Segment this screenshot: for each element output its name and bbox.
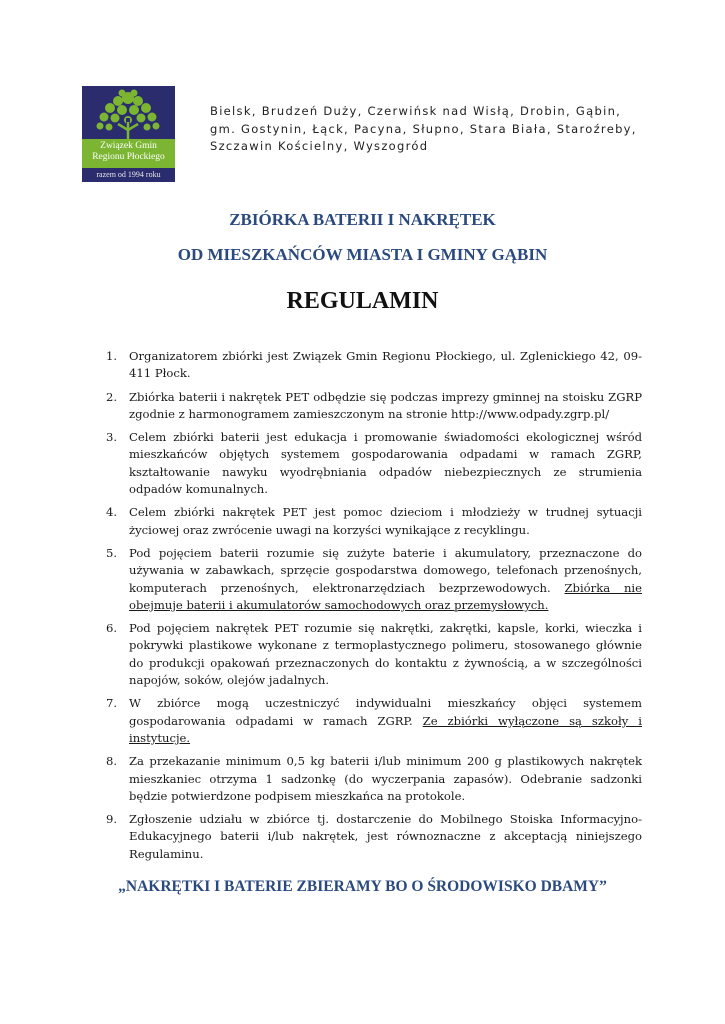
municipalities-line: Bielsk, Brudzeń Duży, Czerwińsk nad Wisłą, Drobin, Gąbin, <box>210 104 622 118</box>
rule-text: Pod pojęciem baterii rozumie się zużyte baterie i akumulatory, przeznaczone do używania w zabawkach, sprzęcie gospodarstwa domowego, telefonach przenośnych, komputerach przenośnych, elektronarzędziach bezprzewodowych. Zbiórka nie obejmuje baterii i akumulatorów samochodowych oraz przemysłowych. <box>129 545 642 612</box>
rule-item <box>106 811 642 863</box>
rule-number: 1. <box>106 349 118 363</box>
tree-icon <box>82 86 175 142</box>
rules-list <box>106 348 642 869</box>
rule-underlined-note: Zbiórka nie obejmuje baterii i akumulatorów samochodowych oraz przemysłowych. <box>129 580 642 612</box>
municipalities-list <box>210 103 640 156</box>
rule-number: 5. <box>106 545 118 560</box>
rule-text: Organizatorem zbiórki jest Związek Gmin Regionu Płockiego, ul. Zglenickiego 42, 09-411 Płock. <box>129 349 642 381</box>
rule-underlined-note: Ze zbiórki wyłączone są szkoły i instytucje. <box>129 713 642 745</box>
rule-text: Celem zbiórki baterii jest edukacja i promowanie świadomości ekologicznej wśród mieszkańców objętych systemem gospodarowania odpadami w ramach ZGRP, kształtowanie nawyku wyodrębniania odpadów niebezpiecznych ze strumienia odpadów komunalnych. <box>129 430 642 497</box>
title-line1: ZBIÓRKA BATERII I NAKRĘTEK <box>229 210 496 229</box>
title-line2: OD MIESZKAŃCÓW MIASTA I GMINY GĄBIN <box>177 245 548 264</box>
rule-item <box>106 504 642 539</box>
zgrp-logo <box>82 86 175 182</box>
rule-text: Celem zbiórki nakrętek PET jest pomoc dzieciom i młodzieży w trudnej sytuacji życiowej oraz zwrócenie uwagi na korzyści wynikające z recyklingu. <box>129 505 642 537</box>
rule-item <box>106 389 642 424</box>
municipalities-line: gm. Gostynin, Łąck, Pacyna, Słupno, Stara Biała, Staroźreby, <box>210 121 637 136</box>
rule-text: Zgłoszenie udziału w zbiórce tj. dostarczenie do Mobilnego Stoiska Informacyjno-Edukacyjnego baterii i/lub nakrętek, jest równoznaczne z akceptacją niniejszego Regulaminu. <box>129 812 642 861</box>
rule-number: 2. <box>106 389 118 404</box>
rule-number: 3. <box>106 430 118 445</box>
rule-number: 8. <box>106 754 118 769</box>
footer-slogan: „NAKRĘTKI I BATERIE ZBIERAMY BO O ŚRODOWISKO DBAMY” <box>118 878 607 895</box>
rule-number: 6. <box>106 621 118 636</box>
rule-item <box>106 753 642 805</box>
logo-line1: Związek Gmin <box>100 141 157 151</box>
rule-item <box>106 545 642 614</box>
rule-item <box>106 695 642 747</box>
rule-number: 9. <box>106 812 118 827</box>
municipalities-line: Szczawin Kościelny, Wyszogród <box>210 139 429 154</box>
logo-tagline: razem od 1994 roku <box>96 170 161 179</box>
rule-item <box>106 348 642 383</box>
rule-text: Zbiórka baterii i nakrętek PET odbędzie się podczas imprezy gminnej na stoisku ZGRP zgodnie z harmonogramem zamieszczonym na stronie http://www.odpady.zgrp.pl/ <box>129 389 642 421</box>
rule-text: Pod pojęciem nakrętek PET rozumie się nakrętki, zakrętki, kapsle, korki, wieczka i pokrywki plastikowe wykonane z termoplastycznego polimeru, stosowanego głównie do produkcji opakowań przeznaczonych do kontaktu z żywnością, a w szczególności napojów, soków, olejów jadalnych. <box>129 621 642 688</box>
rule-item <box>106 620 642 689</box>
rule-number: 7. <box>106 696 118 711</box>
rule-text: W zbiórce mogą uczestniczyć indywidualni mieszkańcy objęci systemem gospodarowania odpadami w ramach ZGRP. Ze zbiórki wyłączone są szkoły i instytucje. <box>129 696 642 745</box>
rule-number: 4. <box>106 505 118 520</box>
rule-item <box>106 429 642 498</box>
rule-text: Za przekazanie minimum 0,5 kg baterii i/lub minimum 200 g plastikowych nakrętek mieszkaniec otrzyma 1 sadzonkę (do wyczerpania zapasów). Odebranie sadzonki będzie potwierdzone podpisem mieszkańca na protokole. <box>129 754 642 803</box>
regulamin-heading: REGULAMIN <box>286 288 439 314</box>
logo-line2: Regionu Płockiego <box>92 152 165 162</box>
